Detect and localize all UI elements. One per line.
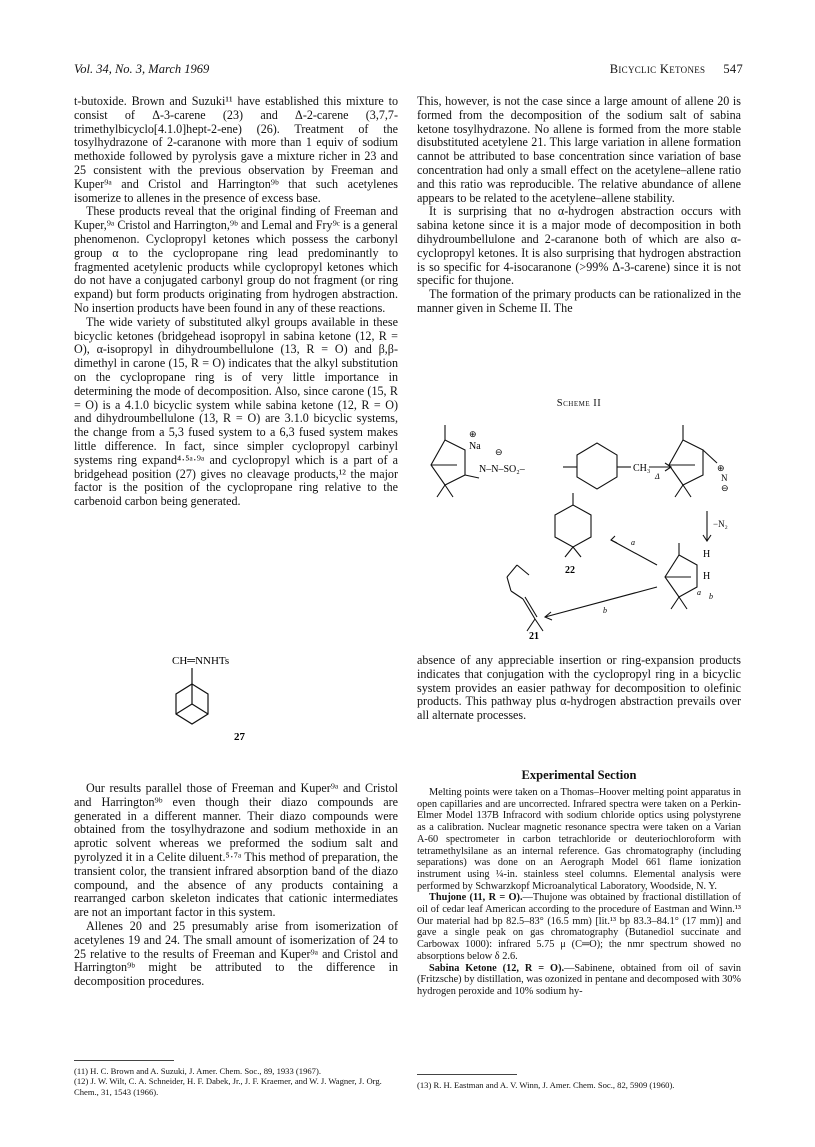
footnote: (11) H. C. Brown and A. Suzuki, J. Amer. Chem. Soc., 89, 1933 (1967). xyxy=(74,1066,321,1076)
thujone-heading: Thujone (11, R = O). xyxy=(429,892,523,904)
paragraph: The formation of the primary products can be rationalized in the manner given in Scheme II. The xyxy=(417,287,741,315)
scheme-ch3-label: CH₃ xyxy=(633,463,651,474)
scheme-diazo-plus: ⊕ xyxy=(717,463,725,473)
footnotes-right xyxy=(417,1080,741,1090)
scheme-title: Scheme II xyxy=(556,398,602,409)
structure-27-substituent: CH═NNHTs xyxy=(172,655,230,667)
scheme-diazo-n: N xyxy=(721,473,728,483)
scheme-tosyl-fragment: N–N–SO₂– xyxy=(479,464,525,475)
structure-27 xyxy=(150,652,320,742)
footnote-divider xyxy=(417,1074,517,1075)
experimental-section xyxy=(417,787,741,998)
scheme-label-a-small: a xyxy=(697,588,701,597)
scheme-h-label-2: H xyxy=(703,571,711,582)
footnote: (13) R. H. Eastman and A. V. Winn, J. Amer. Chem. Soc., 82, 5909 (1960). xyxy=(417,1080,675,1090)
thujone-paragraph xyxy=(417,892,741,962)
scheme-diazo-minus: ⊖ xyxy=(721,483,729,493)
footnote: (12) J. W. Wilt, C. A. Schneider, H. F. Dabek, Jr., J. F. Kraemer, and W. J. Wagner, J. Org. Chem., 31, 1543 (1966). xyxy=(74,1076,382,1097)
scheme-compound-22: 22 xyxy=(565,565,575,576)
left-column-top xyxy=(74,95,398,509)
left-column-bottom xyxy=(74,782,398,989)
structure-27-drawing xyxy=(150,652,320,742)
thujone-text: —Thujone was obtained by fractional distillation of oil of cedar leaf American according to the procedure of Eastman and Winn.¹³ Our material had bp 82.5–83° (16.5 mm) [lit.¹³ bp 83.3–84.1° (17 mm)] and gave a single peak on gas chromatography (Butanediol succinate and Carbowax 1000): infrared 5.75 μ (C═O); the nmr spectrum showed no absorptions below δ 2.6. xyxy=(417,892,741,962)
scheme-ii-drawing xyxy=(417,415,741,640)
scheme-n2-loss: −N₂ xyxy=(713,519,728,529)
paragraph: It is surprising that no α-hydrogen abstraction occurs with sabina ketone since it is a major mode of decomposition in both dihydroumbellulone and 2-caranone both of which are also α-cyclopropyl ketones. It is also surprising that hydrogen abstraction is so specific for 4-isocaranone (>99% Δ-3-carene) since it is not specific for thujone. xyxy=(417,204,741,288)
sabina-text: —Sabinene, obtained from oil of savin (Fritzsche) by distillation, was ozonized in pentane and decomposed with 30% hydrogen peroxide and 10% sodium hy- xyxy=(417,962,742,997)
scheme-label-b: b xyxy=(603,606,607,615)
scheme-delta-label: Δ xyxy=(655,472,660,481)
running-title: Bicyclic Ketones xyxy=(609,62,706,76)
scheme-plus-sign: ⊕ xyxy=(469,429,477,439)
running-header xyxy=(610,62,743,77)
scheme-minus-sign: ⊖ xyxy=(495,447,503,457)
journal-volume-header: Vol. 34, No. 3, March 1969 xyxy=(74,62,210,76)
paragraph: Allenes 20 and 25 presumably arise from isomerization of acetylenes 19 and 24. The small amount of isomerization of 24 to 25 relative to the results of Freeman and Kuper⁹ᵃ and Cristol and Harrington⁹ᵇ might be attributed to the difference in decomposition procedures. xyxy=(74,918,398,989)
scheme-ii xyxy=(417,415,741,640)
sabina-paragraph xyxy=(417,963,741,998)
paragraph: These products reveal that the original finding of Freeman and Kuper,⁹ᵃ Cristol and Harrington,⁹ᵇ and Lemal and Fry⁹ᶜ is a general phenomenon. Cyclopropyl ketones which possess the carbonyl group α to the cyclopropane ring lead predominantly to fragmented acetylenic products while cyclopropyl ketones which do not have a conjugated carbonyl group do not fragment (or ring expand) but form products originating from hydrogen abstraction. No insertion products have been found in any of these reactions. xyxy=(74,204,398,315)
experimental-section-title: Experimental Section xyxy=(521,768,637,782)
paragraph: absence of any appreciable insertion or ring-expansion products indicates that conjugation with the cyclopropyl ring in a bicyclic system provides an easier pathway for decomposition to olefinic products. This pathway plus α-hydrogen abstraction prevails over all alternate processes. xyxy=(417,653,741,723)
footnote-divider xyxy=(74,1060,174,1061)
paragraph: This, however, is not the case since a large amount of allene 20 is formed from the decomposition of the sodium salt of sabina ketone tosylhydrazone. No allene is formed from the more stable disubstituted acetylene 21. This large variation in allene formation cannot be attributed to base concentration since variation of base concentration had only a small effect on the acetylene–allene ratio and this ratio was reproducible. The relative abundance of allene appears to be related to the acetylene–allene stability. xyxy=(417,94,741,205)
paragraph: Our results parallel those of Freeman and Kuper⁹ᵃ and Cristol and Harrington⁹ᵇ even though their diazo compounds are generated in a different manner. Their diazo compounds were obtained from the tosylhydrazone and sodium methoxide in an aprotic solvent whereas we preformed the sodium salt and pyrolyzed it in a Celite diluent.⁵·⁷ᵃ This method of preparation, the transient color, the transient infrared absorption band of the diazo compound, and the absence of any products containing a rearranged carbon skeleton indicates that cationic intermediates are not an important factor in this system. xyxy=(74,781,398,920)
page-number: 547 xyxy=(723,62,743,76)
scheme-label-a: a xyxy=(631,538,635,547)
footnotes-left xyxy=(74,1066,398,1097)
right-column-middle xyxy=(417,654,741,723)
scheme-compound-21: 21 xyxy=(529,631,539,640)
scheme-label-b-small: b xyxy=(709,592,713,601)
paragraph: The wide variety of substituted alkyl groups available in these bicyclic ketones (bridgehead isopropyl in sabina ketone (12, R = O), α-isopropyl in dihydroumbellulone (13, R = O) and β,β-dimethyl in carone (15, R = O) indicates that the alkyl substitution on the cyclopropane ring is of very little importance in determining the mode of decomposition. Also, since carone (15, R = O) is a 4.1.0 bicyclic system while sabina ketone (12, R = O) and dihydroumbellulone (13, R = O) are 3.1.0 bicyclic systems, the change from a 5,3 fused system to a 6,3 fused system makes little difference. In fact, since simpler cyclopropyl carbinyl systems ring expand⁴·⁵ᵃ·⁹ᵃ and cyclopropyl which is a part of a bridgehead position (27) gives no cleavage products,¹² the major factor is the position of the cyclopropane ring relative to the carbenoid carbon being generated. xyxy=(74,314,398,509)
structure-27-label: 27 xyxy=(234,731,245,742)
right-column-top xyxy=(417,95,741,316)
scheme-na-label: Na xyxy=(469,441,481,452)
paragraph: t-butoxide. Brown and Suzuki¹¹ have established this mixture to consist of Δ-3-carene (23) and Δ-2-carene (3,7,7-trimethylbicyclo[4.1.0]hept-2-ene) (26). Treatment of the tosylhydrazone of 2-caranone with more than 1 equiv of sodium methoxide followed by pyrolysis gave a mixture richer in 23 and 25 consistent with the previous observation by Freeman and Kuper⁹ᵃ and Cristol and Harrington⁹ᵇ that such acetylenes isomerize to allenes in the presence of excess base. xyxy=(74,94,398,205)
scheme-h-label-1: H xyxy=(703,549,711,560)
paragraph: Melting points were taken on a Thomas–Hoover melting point apparatus in open capillaries and are uncorrected. Infrared spectra were taken on a Perkin-Elmer Model 137B Infracord with sodium chloride optics using polystyrene as a calibration. Nuclear magnetic resonance spectra were taken on a Varian A-60 spectrometer in carbon tetrachloride or deuteriochloroform with tetramethylsilane as an internal reference. Gas chromatography (including separations) was done on an Aerograph Model 661 flame ionization instrument using ¼-in. stainless steel columns. Elemental analysis were performed by Schwarzkopf Microanalytical Laboratory, Woodside, N. Y. xyxy=(417,787,741,892)
sabina-heading: Sabina Ketone (12, R = O). xyxy=(429,962,565,974)
